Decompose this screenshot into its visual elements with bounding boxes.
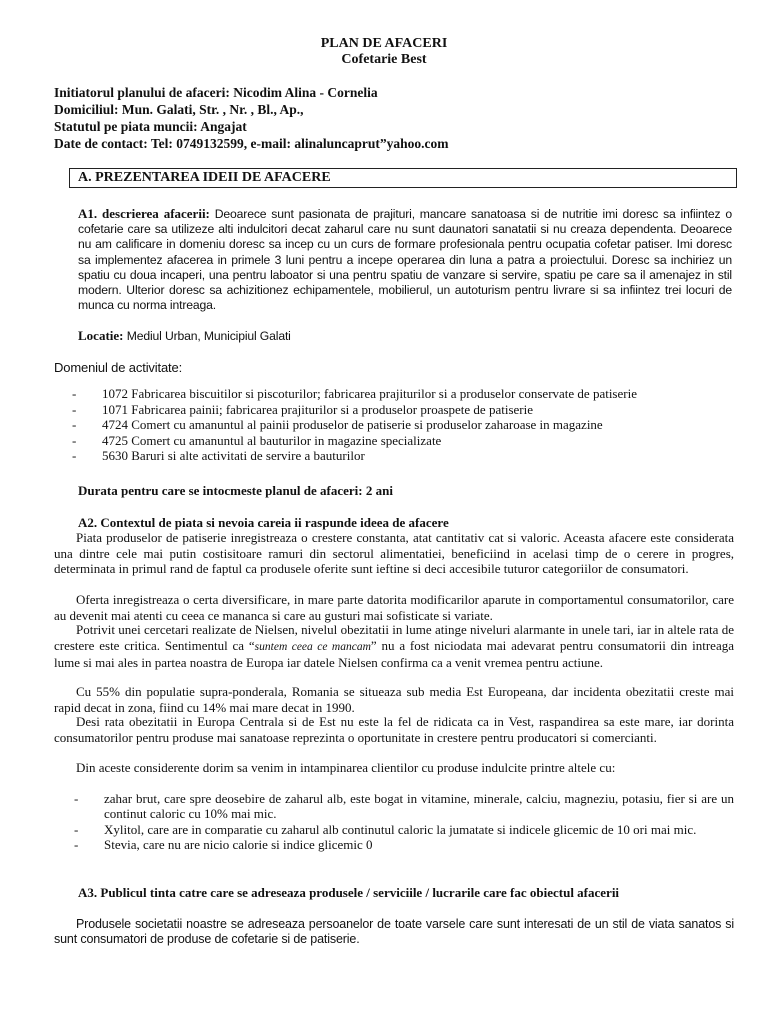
list-item: - zahar brut, care spre deosebire de zaharul alb, este bogat in vitamine, minerale, calciu, magneziu, potasiu, fier si are un continut caloric cu 10% mai mic. — [74, 791, 734, 822]
domeniu-label: Domeniul de activitate: — [54, 360, 183, 375]
locatie-text: Mediul Urban, Municipiul Galati — [123, 329, 291, 343]
a2-paragraph-2: Oferta inregistreaza o certa diversificare, in mare parte datorita modificarilor aparute in comportamentul consumatorilor, care au devenit mai atenti cu ceea ce mananca si care au gusturi mai sofisticate si variate. — [54, 592, 734, 623]
activity-list — [72, 386, 732, 464]
a2-paragraph-6: Din aceste considerente dorim sa venim in intampinarea clientilor cu produse indulcite printre altele cu: — [76, 760, 616, 775]
a3-paragraph: Produsele societatii noastre se adreseaza persoanelor de toate varsele care sunt interesati de un stil de viata sanatos si sunt consumatori de produse de cofetarie si de patiserie. — [54, 917, 734, 947]
document-title: PLAN DE AFACERI — [320, 36, 448, 51]
a1-paragraph — [78, 206, 732, 313]
locatie-label: Locatie: — [78, 328, 124, 343]
quote-text: suntem ceea ce mancam — [254, 640, 371, 653]
locatie-line — [78, 328, 291, 344]
a1-label: A1. descrierea afacerii: — [78, 206, 210, 221]
list-item: - Xylitol, care are in comparatie cu zaharul alb continutul caloric la jumatate si indicele glicemic de 10 ori mai mic. — [74, 822, 734, 837]
durata-line: Durata pentru care se intocmeste planul de afaceri: 2 ani — [78, 483, 393, 498]
list-item: - Stevia, care nu are nicio calorie si indice glicemic 0 — [74, 837, 734, 852]
list-item: - 4725 Comert cu amanuntul al bauturilor in magazine specializate — [72, 433, 732, 449]
a1-text: Deoarece sunt pasionata de prajituri, mancare sanatoasa si de nutritie imi doresc sa infiintez o cofetarie care sa utilizeze alti indulcitori decat zaharul care nu sunt daunatori sanatatii si nu creaza dependenta. Deoarece nu am calificare in domeniu doresc sa incep cu un curs de formare profesionala pentru ocupatia cofetar patiser. Imi doresc sa implementez afacerea in primele 3 luni pentru a incepe operarea din luna a patra a proiectului. Doresc sa inchiriez un spatiu cu doua incaperi, una pentru laboator si una pentru spatiu de vanzare si servire, spatiu pe care sa il amenajez in stil modern. Ulterior doresc sa achizitionez echipamentele, mobilierul, un autoturism pentru livrare si sa infiintez trei locuri de munca cu norma intreaga. — [78, 207, 732, 313]
a2-paragraph-3 — [54, 622, 734, 671]
initiator-line: Initiatorul planului de afaceri: Nicodim Alina - Cornelia — [54, 85, 378, 100]
a3-heading: A3. Publicul tinta catre care se adreseaza produsele / serviciile / lucrarile care fac obiectul afacerii — [78, 885, 620, 900]
sweetener-list — [74, 791, 734, 853]
domiciliu-line: Domiciliul: Mun. Galati, Str. , Nr. , Bl., Ap., — [54, 102, 304, 117]
a2-paragraph-1: Piata produselor de patiserie inregistreaza o crestere constanta, atat cantitativ cat si valoric. Aceasta afacere este considerata una dintre cele mai putin costisitoare ramuri din sectorul alimentatiei, beneficiind in acelasi timp de o cerere in progres, determinata in primul rand de faptul ca produsele oferite sunt ieftine si deci accesibile tuturor categoriilor de consumatori. — [54, 530, 734, 577]
list-item: - 1072 Fabricarea biscuitilor si piscoturilor; fabricarea prajiturilor si a produselor conservate de patiserie — [72, 386, 732, 402]
a2-paragraph-4: Cu 55% din populatie supra-ponderala, Romania se situeaza sub media Est Europeana, dar incidenta obezitatii creste mai rapid decat in zona, fiind cu 14% mai mare decat in 1990. — [54, 684, 734, 715]
a2-heading: A2. Contextul de piata si nevoia careia ii raspunde ideea de afacere — [78, 515, 449, 530]
a2-p3-start: Potrivit unei cercetari realizate de Nielsen, nivelul obezitatii in lume atinge niveluri alarmante in unele tari, iar in altele rata de crestere este critica. Sentimentul ca “ — [54, 622, 734, 653]
section-a-heading: A. PREZENTAREA IDEII DE AFACERE — [69, 168, 737, 188]
list-item: - 4724 Comert cu amanuntul al painii produselor de patiserie si produselor zaharoase in magazine — [72, 417, 732, 433]
statut-line: Statutul pe piata muncii: Angajat — [54, 119, 247, 134]
contact-line: Date de contact: Tel: 0749132599, e-mail: alinaluncaprut”yahoo.com — [54, 136, 449, 151]
document-subtitle: Cofetarie Best — [341, 52, 427, 67]
list-item: - 1071 Fabricarea painii; fabricarea prajiturilor si a produselor proaspete de patiserie — [72, 402, 732, 418]
list-item: - 5630 Baruri si alte activitati de servire a bauturilor — [72, 448, 732, 464]
a2-paragraph-5: Desi rata obezitatii in Europa Centrala si de Est nu este la fel de ridicata ca in Vest, raspandirea sa este mare, iar dorinta consumatorilor pentru produse mai sanatoase reprezinta o oportunitate in crestere pentru producatori si comercianti. — [54, 714, 734, 745]
a2-p3-end: ” nu a fost niciodata mai adevarat pentru consumatorii din intreaga lume si mai ales in partea noastra de Europa iar datele Nielsen confirma ca a venit vremea pentru actiune. — [54, 637, 734, 671]
